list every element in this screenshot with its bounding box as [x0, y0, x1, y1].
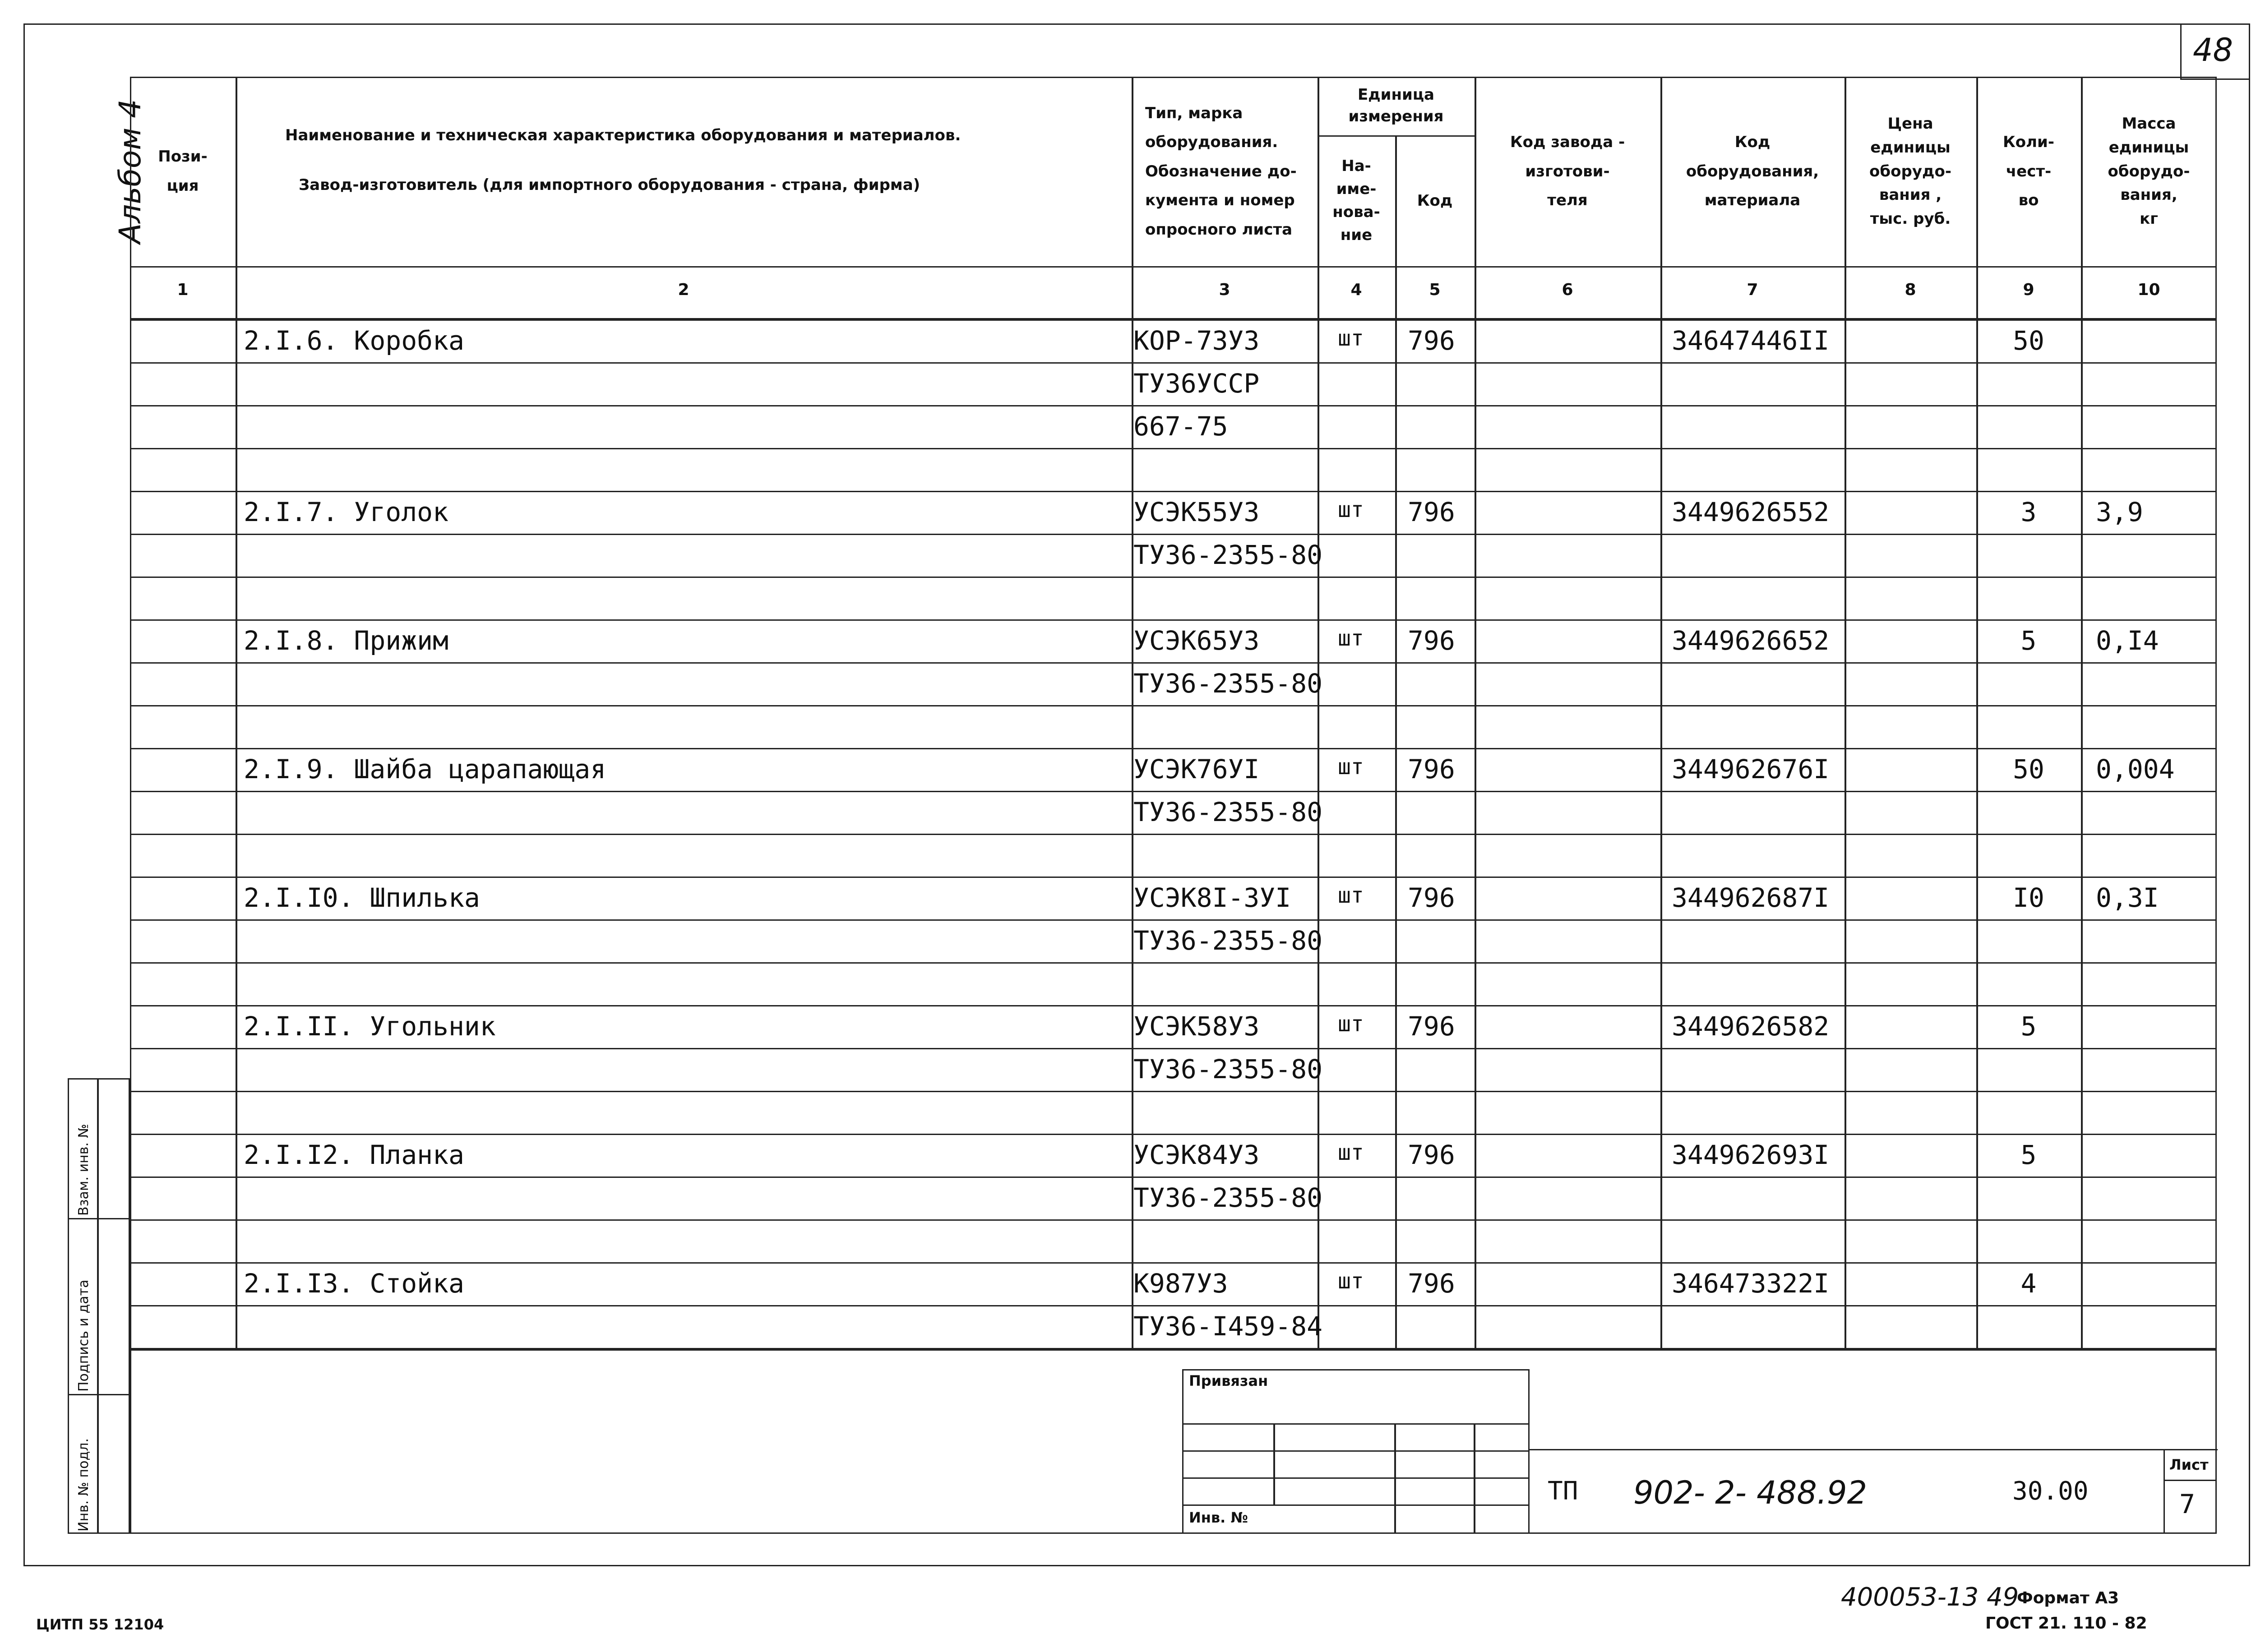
row-name: 2.I.I3. Стойка: [244, 1268, 464, 1299]
col-num-6: 6: [1562, 281, 1573, 299]
row-type: УСЭК8I-3УI: [1133, 882, 1291, 913]
col-num-3: 3: [1219, 281, 1230, 299]
row-quantity: 4: [2020, 1268, 2037, 1299]
row-equipment-code: 3449626552: [1672, 496, 1830, 527]
col-num-7: 7: [1747, 281, 1758, 299]
stamp-list-label: Лист: [2169, 1456, 2209, 1473]
row-divider: [130, 1262, 2217, 1264]
row-type: ТУ36-2355-80: [1133, 796, 1323, 827]
row-quantity: 5: [2020, 1011, 2037, 1042]
page-number: 48: [2193, 32, 2233, 69]
row-type: ТУ36-2355-80: [1133, 668, 1323, 699]
header-quantity: Коли- чест- во: [2003, 133, 2054, 210]
header-name-line2: Завод-изготовитель (для импортного оборудования - страна, фирма): [299, 176, 920, 194]
row-type: 667-75: [1133, 411, 1228, 442]
header-name-line1: Наименование и техническая характеристика оборудования и материалов.: [285, 126, 961, 144]
row-divider: [130, 619, 2217, 621]
row-unit-code: 796: [1408, 882, 1455, 913]
row-unit: шт: [1338, 1140, 1364, 1165]
col-num-4: 4: [1350, 281, 1362, 299]
row-quantity: 5: [2020, 625, 2037, 656]
stamp-tp: ТП: [1548, 1477, 1578, 1506]
row-name: 2.I.6. Коробка: [244, 325, 464, 356]
header-type: Тип, марка оборудования. Обозначение до- кумента и номер опросного листа: [1145, 104, 1297, 239]
row-mass: 0,3I: [2096, 882, 2159, 913]
row-divider: [130, 405, 2217, 406]
row-name: 2.I.I2. Планка: [244, 1139, 464, 1170]
row-unit-code: 796: [1408, 753, 1455, 784]
row-divider: [130, 577, 2217, 578]
row-type: ТУ36-I459-84: [1133, 1311, 1323, 1342]
footer-format: Формат А3: [2017, 1589, 2119, 1607]
row-divider: [130, 877, 2217, 878]
header-factory-code: Код завода - изготови- теля: [1510, 133, 1625, 210]
row-divider: [130, 834, 2217, 835]
stamp-section: 30.00: [2012, 1477, 2089, 1506]
row-type: УСЭК84УЗ: [1133, 1139, 1260, 1170]
col-num-8: 8: [1905, 281, 1916, 299]
row-unit: шт: [1338, 754, 1364, 780]
header-position: Пози- ция: [158, 148, 208, 195]
col-num-5: 5: [1429, 281, 1441, 299]
row-type: УСЭК55УЗ: [1133, 496, 1260, 527]
row-type: КОР-73УЗ: [1133, 325, 1260, 356]
row-quantity: 50: [2013, 325, 2044, 356]
row-divider: [130, 362, 2217, 364]
stamp-list-number: 7: [2179, 1489, 2195, 1519]
row-unit: шт: [1338, 497, 1364, 522]
row-divider: [130, 791, 2217, 792]
row-divider: [130, 534, 2217, 535]
footer-handwritten: 400053-13 49: [1841, 1583, 2019, 1612]
row-divider: [130, 491, 2217, 492]
stamp-project-code: 902- 2- 488.92: [1633, 1474, 1868, 1511]
col-num-2: 2: [678, 281, 689, 299]
row-name: 2.I.II. Угольник: [244, 1011, 496, 1042]
row-unit: шт: [1338, 1011, 1364, 1037]
header-equipment-code: Код оборудования, материала: [1686, 133, 1819, 210]
row-equipment-code: 344962687I: [1672, 882, 1830, 913]
row-divider: [130, 1005, 2217, 1006]
row-name: 2.I.I0. Шпилька: [244, 882, 480, 913]
row-unit: шт: [1338, 882, 1364, 908]
row-type: ТУ36-2355-80: [1133, 539, 1323, 570]
album-label: Альбом 4: [113, 99, 148, 244]
row-unit: шт: [1338, 325, 1364, 351]
side-label-vzam: Взам. инв. №: [76, 1124, 92, 1216]
row-unit-code: 796: [1408, 1268, 1455, 1299]
row-divider: [130, 705, 2217, 706]
row-divider: [130, 662, 2217, 664]
row-divider: [130, 1219, 2217, 1221]
row-name: 2.I.7. Уголок: [244, 496, 448, 527]
row-divider: [130, 1091, 2217, 1092]
row-unit: шт: [1338, 1268, 1364, 1294]
row-type: ТУ36-2355-80: [1133, 925, 1323, 956]
row-unit-code: 796: [1408, 1139, 1455, 1170]
row-equipment-code: 34647446II: [1672, 325, 1830, 356]
footer-citp: ЦИТП 55 12104: [36, 1616, 164, 1633]
stamp-inv-label: Инв. №: [1189, 1509, 1248, 1526]
header-unit-code: Код: [1417, 191, 1453, 210]
side-label-inv-podl: Инв. № подл.: [76, 1438, 92, 1532]
header-name: [236, 77, 1132, 266]
row-equipment-code: 3449626582: [1672, 1011, 1830, 1042]
row-type: УСЭК58УЗ: [1133, 1011, 1260, 1042]
col-num-1: 1: [177, 281, 189, 299]
row-mass: 0,004: [2096, 753, 2175, 784]
row-quantity: I0: [2013, 882, 2044, 913]
stamp-privyazan-label: Привязан: [1189, 1372, 1268, 1389]
row-divider: [130, 1134, 2217, 1135]
row-unit-code: 796: [1408, 625, 1455, 656]
header-unit: Единица измерения: [1348, 86, 1444, 125]
side-label-podpis: Подпись и дата: [76, 1279, 92, 1392]
row-divider: [130, 748, 2217, 749]
col-num-9: 9: [2023, 281, 2034, 299]
footer-gost: ГОСТ 21. 110 - 82: [1985, 1614, 2147, 1633]
row-type: УСЭК76УI: [1133, 753, 1260, 784]
header-mass: Масса единицы оборудо- вания, кг: [2108, 115, 2190, 228]
row-unit-code: 796: [1408, 1011, 1455, 1042]
row-type: УСЭК65УЗ: [1133, 625, 1260, 656]
row-divider: [130, 1305, 2217, 1306]
col-num-10: 10: [2137, 281, 2160, 299]
row-name: 2.I.9. Шайба царапающая: [244, 753, 606, 784]
header-unit-name: На- име- нова- ние: [1332, 157, 1380, 244]
row-quantity: 50: [2013, 753, 2044, 784]
row-quantity: 5: [2020, 1139, 2037, 1170]
row-divider: [130, 1177, 2217, 1178]
row-equipment-code: 344962676I: [1672, 753, 1830, 784]
row-equipment-code: 344962693I: [1672, 1139, 1830, 1170]
row-type: ТУ36УССР: [1133, 368, 1260, 399]
row-type: ТУ36-2355-80: [1133, 1053, 1323, 1084]
row-divider: [130, 962, 2217, 964]
row-divider: [130, 1048, 2217, 1049]
row-unit-code: 796: [1408, 325, 1455, 356]
row-divider: [130, 448, 2217, 449]
row-unit: шт: [1338, 625, 1364, 651]
row-type: К987УЗ: [1133, 1268, 1228, 1299]
header-price: Цена единицы оборудо- вания , тыс. руб.: [1869, 115, 1951, 228]
row-name: 2.I.8. Прижим: [244, 625, 448, 656]
row-mass: 3,9: [2096, 496, 2143, 527]
row-divider: [130, 919, 2217, 921]
row-type: ТУ36-2355-80: [1133, 1182, 1323, 1213]
row-mass: 0,I4: [2096, 625, 2159, 656]
row-equipment-code: 3449626652: [1672, 625, 1830, 656]
row-quantity: 3: [2020, 496, 2037, 527]
row-equipment-code: 346473322I: [1672, 1268, 1830, 1299]
row-unit-code: 796: [1408, 496, 1455, 527]
